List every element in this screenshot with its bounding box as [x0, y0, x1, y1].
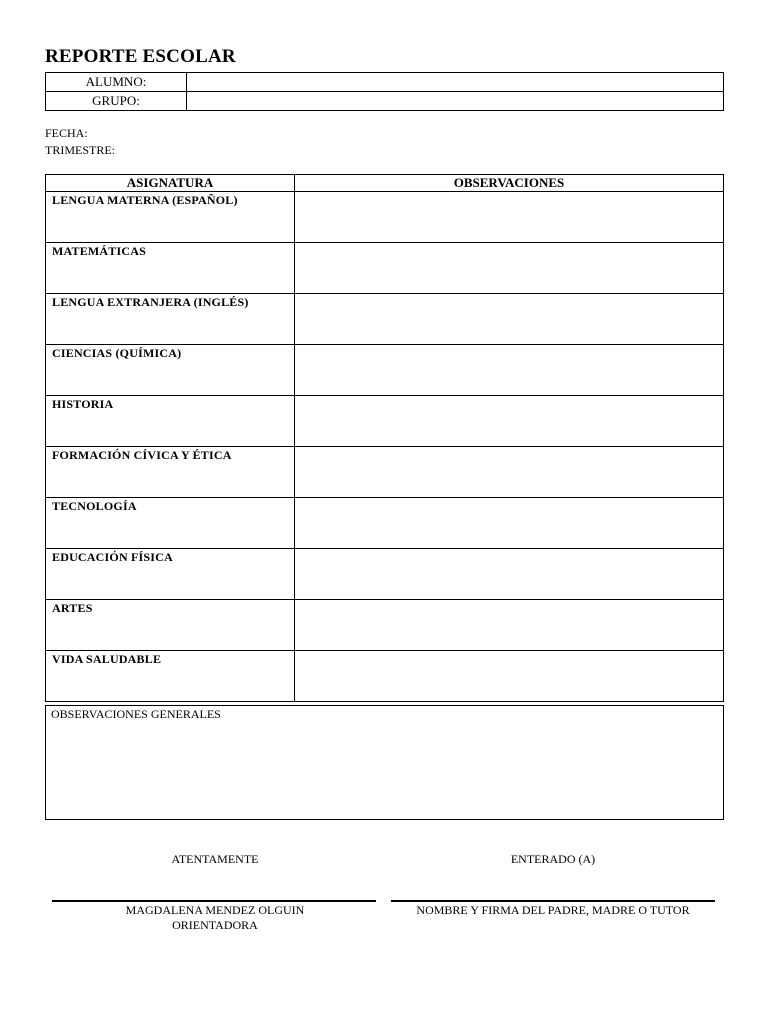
- signature-right-block: [390, 903, 716, 918]
- subject-name: FORMACIÓN CÍVICA Y ÉTICA: [46, 447, 295, 498]
- subject-observation: [295, 345, 724, 396]
- subject-name: MATEMÁTICAS: [46, 243, 295, 294]
- fecha-label: FECHA:: [45, 126, 88, 140]
- table-row: [46, 345, 724, 396]
- grupo-label: GRUPO:: [46, 92, 187, 111]
- subject-observation: [295, 498, 724, 549]
- subject-observation: [295, 192, 724, 243]
- subject-name: EDUCACIÓN FÍSICA: [46, 549, 295, 600]
- signature-left-heading: ATENTAMENTE: [171, 852, 259, 866]
- subject-name: CIENCIAS (QUÍMICA): [46, 345, 295, 396]
- subject-observation: [295, 447, 724, 498]
- student-row-alumno: [46, 73, 724, 92]
- subject-observation: [295, 600, 724, 651]
- signature-right-name: NOMBRE Y FIRMA DEL PADRE, MADRE O TUTOR: [416, 903, 690, 917]
- general-observations-label: OBSERVACIONES GENERALES: [51, 707, 221, 721]
- subject-name: LENGUA MATERNA (ESPAÑOL): [46, 192, 295, 243]
- subject-observation: [295, 651, 724, 702]
- subject-observation: [295, 396, 724, 447]
- alumno-label: ALUMNO:: [46, 73, 187, 92]
- header-observaciones: OBSERVACIONES: [295, 175, 724, 192]
- table-row: [46, 294, 724, 345]
- alumno-value: [187, 73, 724, 92]
- trimestre-label: TRIMESTRE:: [45, 143, 116, 157]
- page-title: REPORTE ESCOLAR: [45, 46, 236, 67]
- table-row: [46, 447, 724, 498]
- subjects-header-row: [46, 175, 724, 192]
- table-row: [46, 498, 724, 549]
- signature-left-name: MAGDALENA MENDEZ OLGUIN: [125, 903, 305, 917]
- grupo-value: [187, 92, 724, 111]
- subject-name: LENGUA EXTRANJERA (INGLÉS): [46, 294, 295, 345]
- table-row: [46, 600, 724, 651]
- signature-right-line: [391, 900, 715, 902]
- table-row: [46, 192, 724, 243]
- signature-left-line: [52, 900, 376, 902]
- subject-name: TECNOLOGÍA: [46, 498, 295, 549]
- subject-name: ARTES: [46, 600, 295, 651]
- signature-left-role: ORIENTADORA: [172, 918, 258, 932]
- subject-name: VIDA SALUDABLE: [46, 651, 295, 702]
- subject-name: HISTORIA: [46, 396, 295, 447]
- subject-observation: [295, 294, 724, 345]
- table-row: [46, 549, 724, 600]
- signature-left-block: [52, 903, 378, 933]
- signature-right-heading: ENTERADO (A): [510, 852, 596, 866]
- subject-observation: [295, 243, 724, 294]
- subjects-table: [45, 174, 724, 702]
- header-asignatura: ASIGNATURA: [46, 175, 295, 192]
- subject-observation: [295, 549, 724, 600]
- table-row: [46, 243, 724, 294]
- table-row: [46, 396, 724, 447]
- student-row-grupo: [46, 92, 724, 111]
- general-observations-box: [45, 705, 724, 820]
- table-row: [46, 651, 724, 702]
- student-info-table: [45, 72, 724, 111]
